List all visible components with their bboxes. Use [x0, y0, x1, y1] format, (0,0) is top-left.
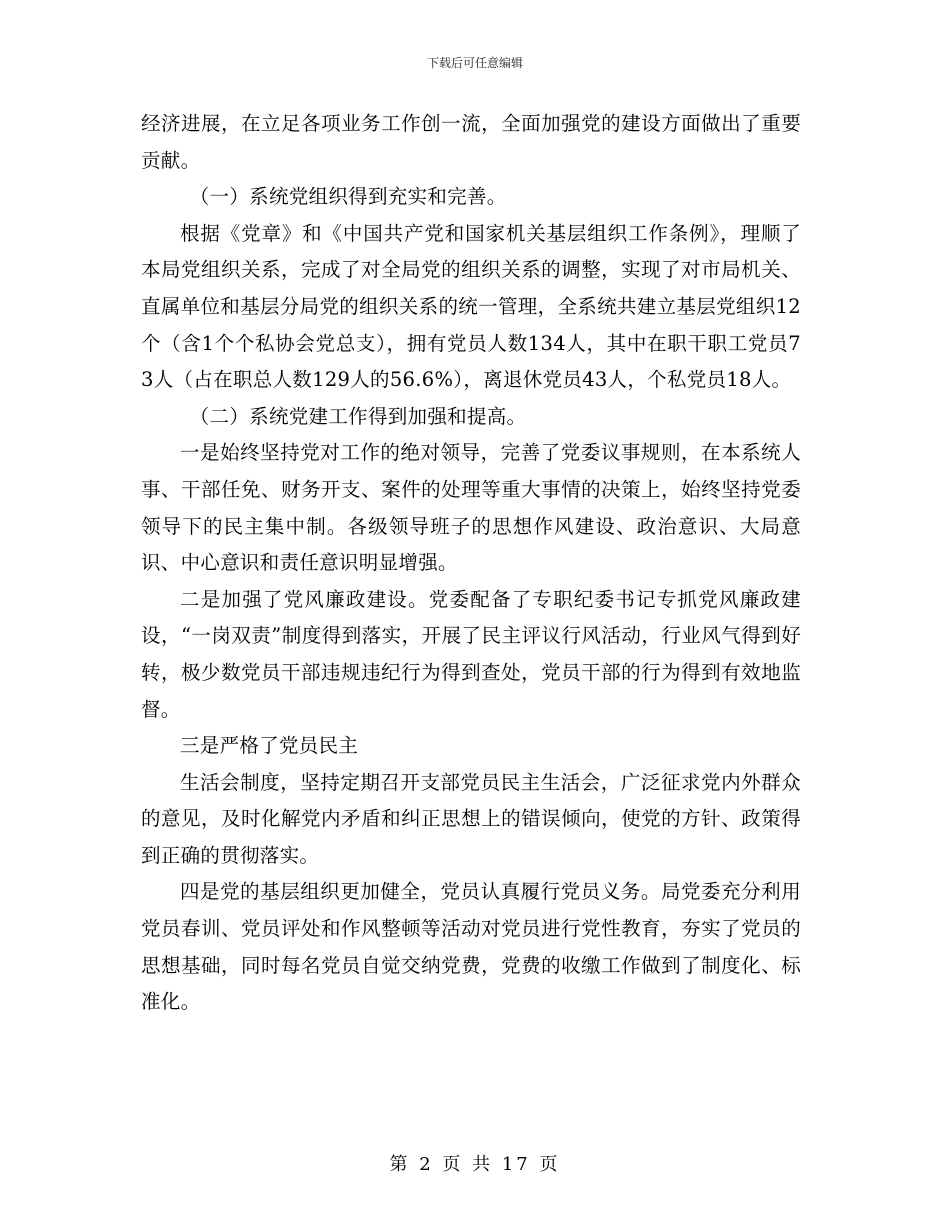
page-header: 下载后可任意编辑	[426, 56, 523, 70]
paragraph-point-three: 生活会制度，坚持定期召开支部党员民主生活会，广泛征求党内外群众的意见，及时化解党内矛盾和纠正思想上的错误倾向，使党的方针、政策得到正确的贯彻落实。	[141, 770, 801, 867]
paragraph-party-organization: 根据《党章》和《中国共产党和国家机关基层组织工作条例》，理顺了本局党组织关系，完成了对全局党的组织关系的调整，实现了对市局机关、直属单位和基层分局党的组织关系的统一管理，全系统共建立基层党组织12个（含1个个私协会党总支），拥有党员人数134人，其中在职干职工党员73人（占在职总人数129人的56.6%），离退休党员43人，个私党员18人。	[141, 221, 801, 392]
section-heading-2: （二）系统党建工作得到加强和提高。	[189, 404, 527, 428]
paragraph-point-four: 四是党的基层组织更加健全，党员认真履行党员义务。局党委充分利用党员春训、党员评处和作风整顿等活动对党员进行党性教育，夯实了党员的思想基础，同时每名党员自觉交纳党费，党费的收缴工作做到了制度化、标准化。	[141, 880, 801, 1014]
paragraph-point-two: 二是加强了党风廉政建设。党委配备了专职纪委书记专抓党风廉政建设，“一岗双责”制度得到落实，开展了民主评议行风活动，行业风气得到好转，极少数党员干部违规违纪行为得到查处，党员干部的行为得到有效地监督。	[141, 587, 801, 721]
document-body	[141, 106, 801, 1021]
page-footer: 第 2 页 共 17 页	[389, 1154, 561, 1175]
paragraph-continuation: 经济进展，在立足各项业务工作创一流，全面加强党的建设方面做出了重要贡献。	[141, 112, 801, 172]
section-heading-1: （一）系统党组织得到充实和完善。	[189, 185, 507, 209]
paragraph-point-three-heading: 三是严格了党员民主	[180, 734, 359, 758]
paragraph-point-one: 一是始终坚持党对工作的绝对领导，完善了党委议事规则，在本系统人事、干部任免、财务开支、案件的处理等重大事情的决策上，始终坚持党委领导下的民主集中制。各级领导班子的思想作风建设、政治意识、大局意识、中心意识和责任意识明显增强。	[141, 441, 801, 575]
